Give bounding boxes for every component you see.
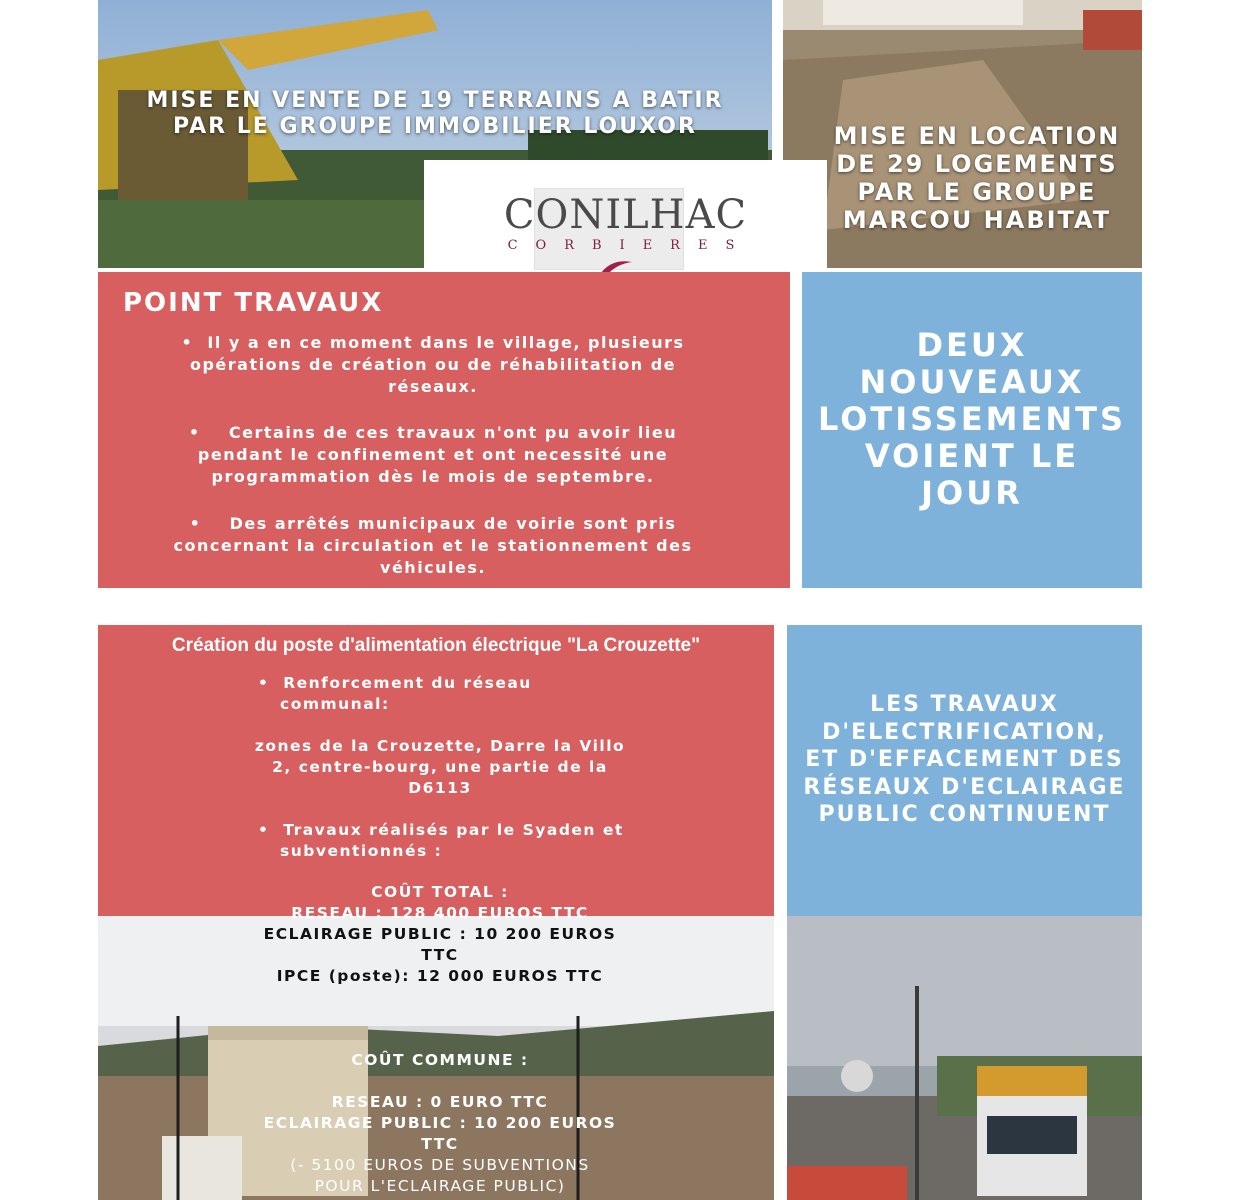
- crouzette-bullet-2: • Travaux réalisés par le Syaden et subventionnés :: [258, 821, 624, 860]
- point-travaux-title: POINT TRAVAUX: [123, 288, 384, 318]
- cout-total-reseau: RESEAU : 128 400 EUROS TTC: [291, 904, 589, 922]
- cout-total-ipce: IPCE (poste): 12 000 EUROS TTC: [276, 967, 604, 985]
- construction-site-caption: MISE EN LOCATION DE 29 LOGEMENTS PAR LE GROUPE MARCOU HABITAT: [833, 122, 1121, 234]
- lotissements-text: DEUX NOUVEAUX LOTISSEMENTS VOIENT LE JOUR: [817, 326, 1127, 512]
- cout-commune-reseau: RESEAU : 0 EURO TTC: [331, 1093, 549, 1111]
- cout-commune-eclairage: ECLAIRAGE PUBLIC : 10 200 EUROS TTC: [263, 1114, 617, 1153]
- bullet-dot-icon: •: [258, 674, 284, 692]
- excavator-caption: MISE EN VENTE DE 19 TERRAINS A BATIR PAR LE GROUPE IMMOBILIER LOUXOR: [146, 88, 724, 139]
- electrification-panel: [787, 625, 1142, 916]
- logo-title: CONILHAC: [503, 192, 748, 238]
- crouzette-zones: zones de la Crouzette, Darre la Villo 2, centre-bourg, une partie de la D6113: [254, 737, 626, 797]
- point-travaux-bullet-3: • Des arrêtés municipaux de voirie sont pris concernant la circulation et le stationnement des véhicules.: [173, 514, 693, 577]
- lotissements-panel: [802, 272, 1142, 588]
- bullet-dot-icon: •: [188, 423, 229, 442]
- cout-total-label: COÛT TOTAL :: [371, 883, 509, 901]
- bullet-dot-icon: •: [181, 333, 208, 352]
- crouzette-bullet-1: • Renforcement du réseau communal:: [258, 674, 532, 713]
- logo-subtitle: CORBIERES: [507, 238, 753, 253]
- point-travaux-panel: [98, 272, 790, 588]
- truck-photo: [787, 916, 1142, 1200]
- electrification-text: LES TRAVAUX D'ELECTRIFICATION, ET D'EFFACEMENT DES RÉSEAUX D'ECLAIRAGE PUBLIC CONTINUENT: [803, 692, 1126, 827]
- bullet-dot-icon: •: [258, 821, 284, 839]
- cout-commune-label: COÛT COMMUNE :: [351, 1051, 529, 1069]
- cout-total-eclairage: ECLAIRAGE PUBLIC : 10 200 EUROS TTC: [263, 925, 617, 964]
- construction-site-photo: [783, 0, 1142, 268]
- crouzette-title: Création du poste d'alimentation électrique "La Crouzette": [171, 635, 701, 656]
- bullet-dot-icon: •: [189, 514, 230, 533]
- point-travaux-bullet-1: • Il y a en ce moment dans le village, plusieurs opérations de création ou de réhabilitation de réseaux.: [181, 333, 685, 396]
- point-travaux-bullet-2: • Certains de ces travaux n'ont pu avoir lieu pendant le confinement et ont necessité une programmation dès le mois de septembre.: [188, 423, 678, 486]
- cout-commune-subventions: (- 5100 EUROS DE SUBVENTIONS POUR L'ECLAIRAGE PUBLIC): [290, 1156, 590, 1195]
